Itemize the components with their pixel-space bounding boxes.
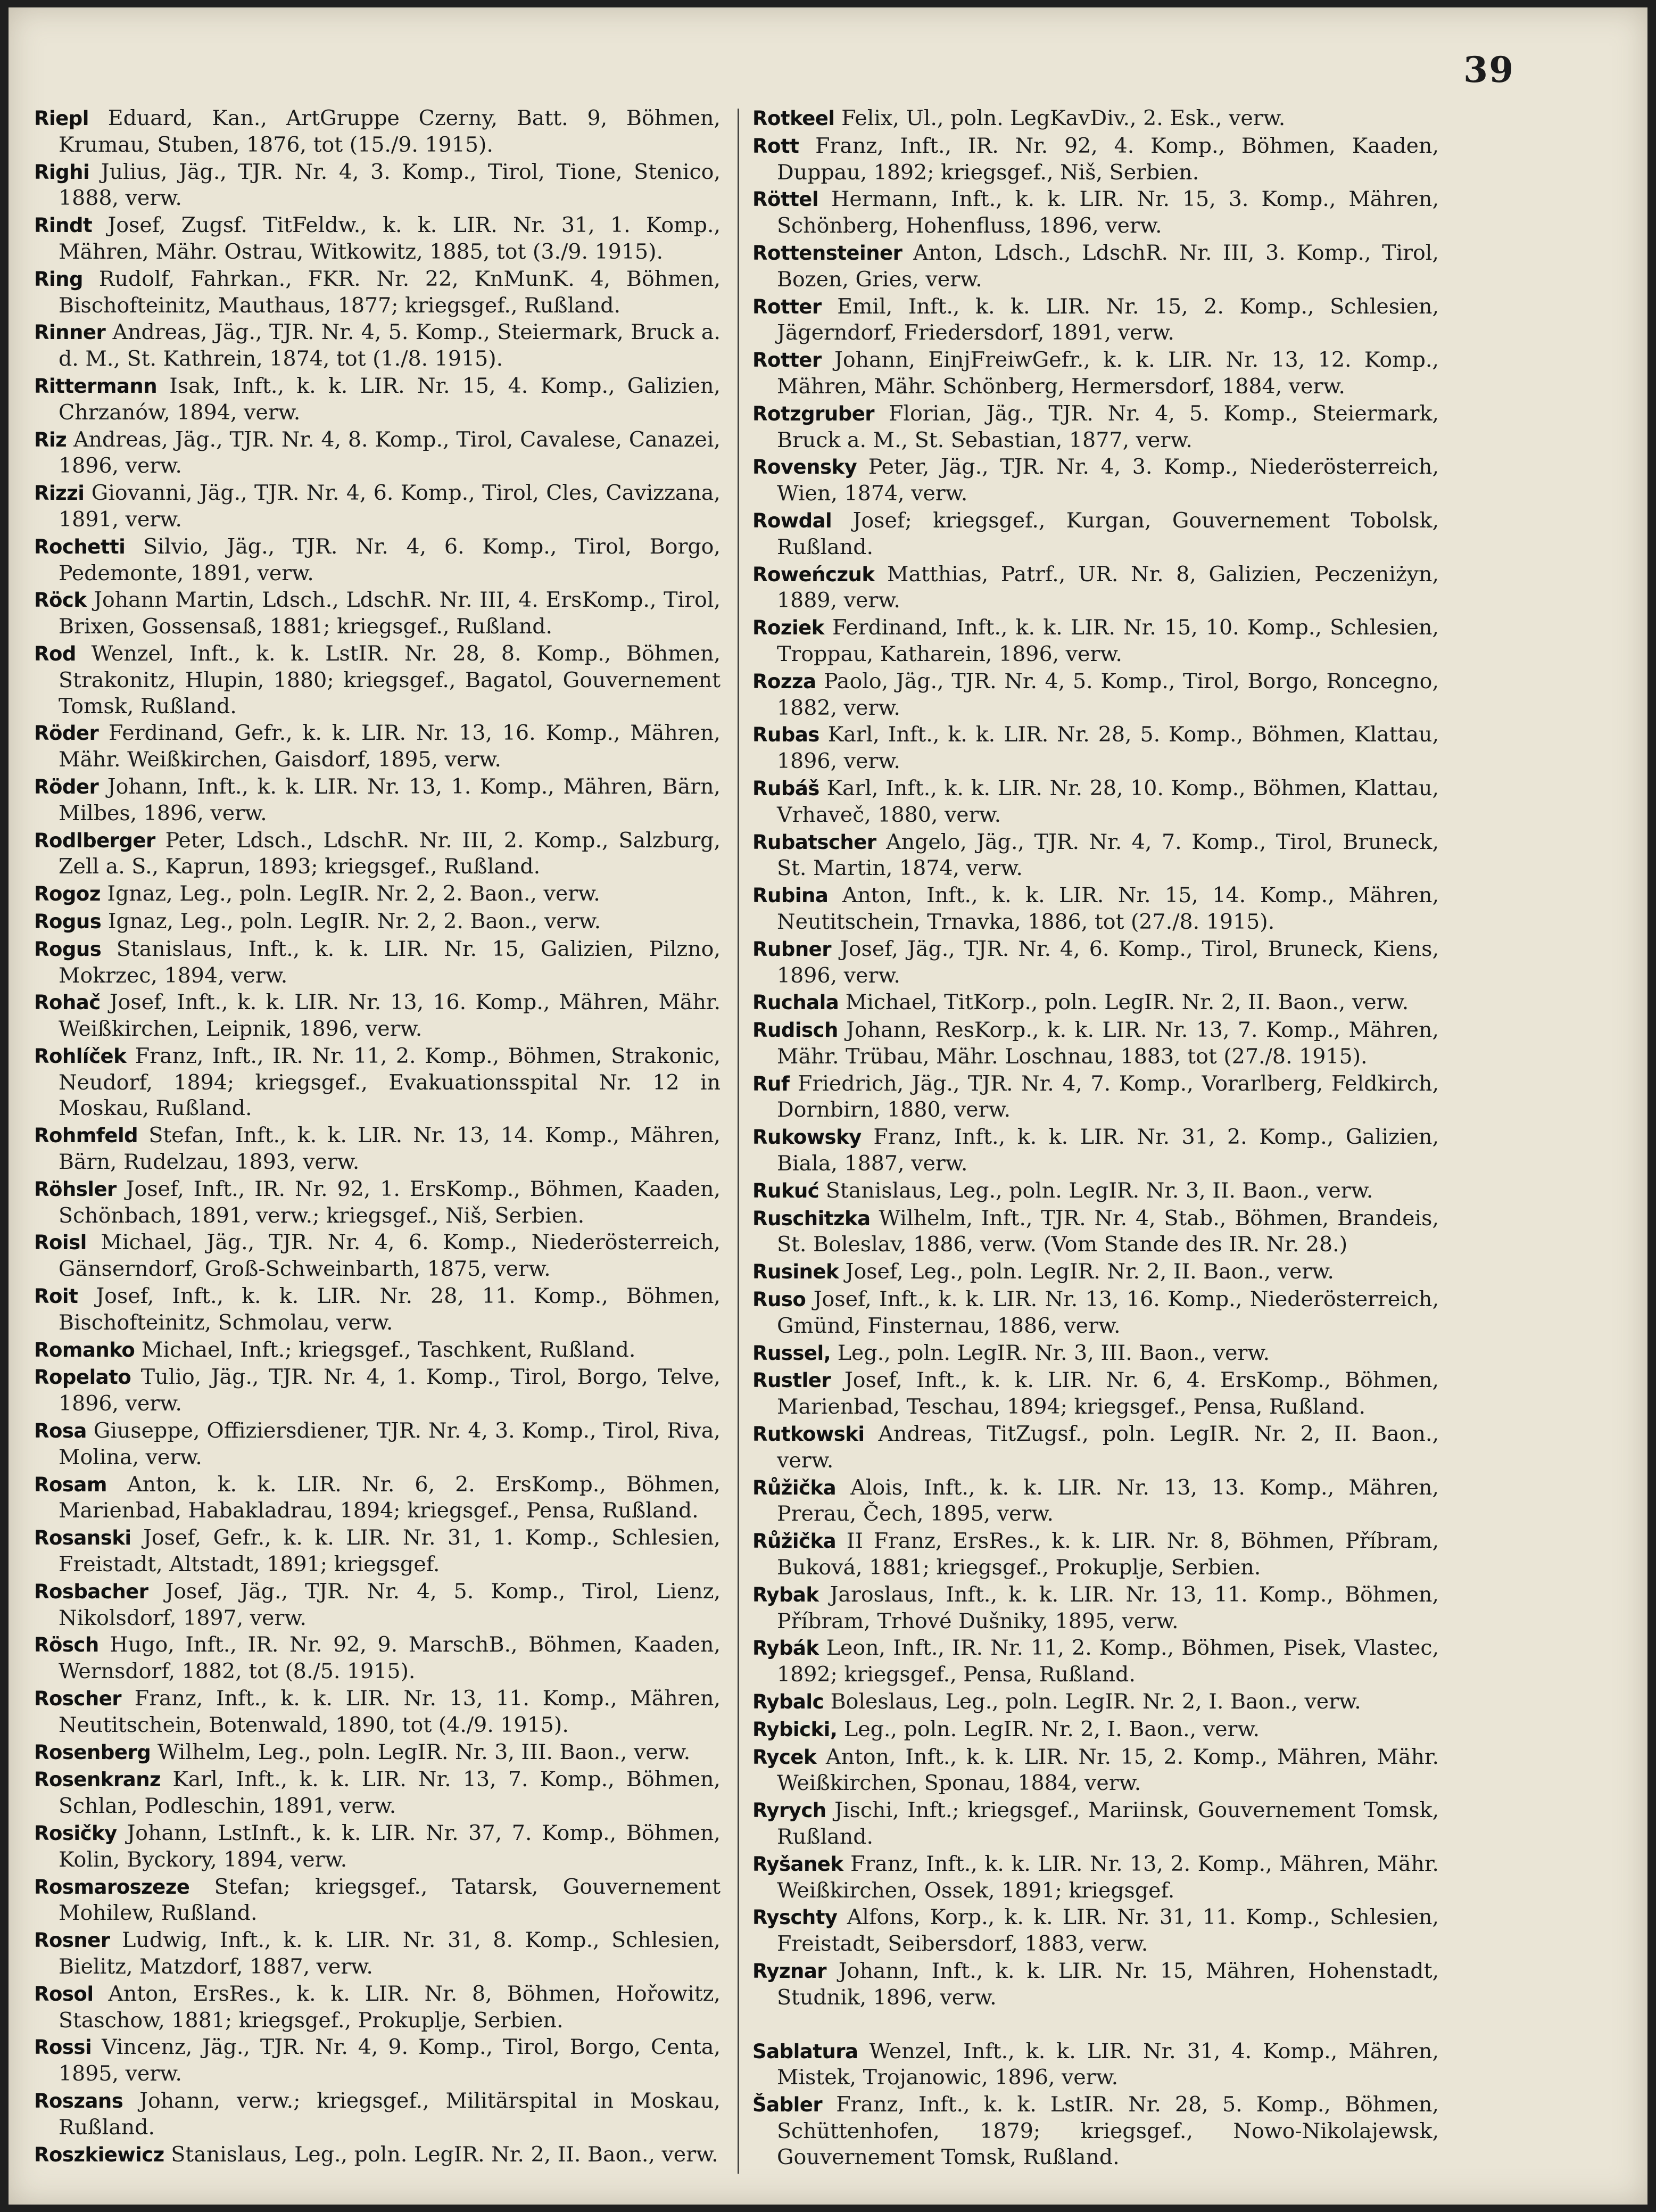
entry-details: Anton, Inft., k. k. LIR. Nr. 15, 14. Komp., Mähren, Neutitschein, Trnavka, 1886, tot (27./8. 1915). bbox=[777, 883, 1439, 934]
entry-surname: Rott bbox=[752, 134, 799, 158]
entry-surname: Rosbacher bbox=[34, 1580, 148, 1603]
register-entry bbox=[752, 1340, 1439, 1367]
entry-surname: Rozza bbox=[752, 670, 816, 693]
register-entry bbox=[34, 1122, 721, 1175]
entry-surname: Šabler bbox=[752, 2093, 823, 2117]
register-entry bbox=[752, 1635, 1439, 1688]
entry-details: Silvio, Jäg., TJR. Nr. 4, 6. Komp., Tirol, Borgo, Pedemonte, 1891, verw. bbox=[59, 534, 721, 585]
register-entry bbox=[34, 1767, 721, 1819]
register-entry bbox=[34, 266, 721, 319]
entry-details: Peter, Ldsch., LdschR. Nr. III, 2. Komp., Salzburg, Zell a. S., Kaprun, 1893; kriegsgef., Rußland. bbox=[59, 828, 721, 879]
entry-surname: Rusinek bbox=[752, 1260, 839, 1284]
entry-surname: Ruso bbox=[752, 1288, 806, 1311]
register-entry bbox=[34, 427, 721, 480]
entry-surname: Ruf bbox=[752, 1072, 790, 1095]
entry-surname: Röhsler bbox=[34, 1177, 117, 1201]
entry-details: Michael, Jäg., TJR. Nr. 4, 6. Komp., Niederösterreich, Gänserndorf, Groß-Schweinbarth, 1875, verw. bbox=[59, 1230, 721, 1282]
register-entry bbox=[34, 989, 721, 1042]
entry-details: Julius, Jäg., TJR. Nr. 4, 3. Komp., Tirol, Tione, Stenico, 1888, verw. bbox=[59, 159, 721, 211]
entry-surname: Rosičky bbox=[34, 1822, 117, 1845]
entry-surname: Rukowsky bbox=[752, 1126, 862, 1149]
entry-details: Josef, Inft., k. k. LIR. Nr. 28, 11. Komp., Böhmen, Bischofteinitz, Schmolau, verw. bbox=[59, 1284, 721, 1335]
entry-details: Leg., poln. LegIR. Nr. 2, I. Baon., verw. bbox=[843, 1716, 1260, 1741]
entry-surname: Rinner bbox=[34, 321, 106, 344]
entry-surname: Roszans bbox=[34, 2089, 123, 2112]
entry-details: Anton, Inft., k. k. LIR. Nr. 15, 2. Komp., Mähren, Mähr. Weißkirchen, Sponau, 1884, verw. bbox=[777, 1744, 1439, 1796]
entry-surname: Roziek bbox=[752, 616, 824, 640]
entry-details: Florian, Jäg., TJR. Nr. 4, 5. Komp., Steiermark, Bruck a. M., St. Sebastian, 1877, verw. bbox=[777, 401, 1439, 452]
entry-surname: Rohlíček bbox=[34, 1044, 127, 1068]
register-entry bbox=[34, 1525, 721, 1578]
entry-surname: Ryschty bbox=[752, 1906, 838, 1929]
register-entry bbox=[34, 105, 721, 158]
entry-surname: Rohač bbox=[34, 991, 101, 1014]
register-entry bbox=[34, 774, 721, 827]
register-entry bbox=[34, 319, 721, 372]
entry-details: Karl, Inft., k. k. LIR. Nr. 13, 7. Komp., Böhmen, Schlan, Podleschin, 1891, verw. bbox=[59, 1767, 721, 1819]
entry-surname: Röder bbox=[34, 775, 99, 798]
register-entry bbox=[752, 989, 1439, 1016]
register-entry bbox=[34, 1981, 721, 2034]
entry-details: Johann Martin, Ldsch., LdschR. Nr. III, 4. ErsKomp., Tirol, Brixen, Gossensaß, 1881; kriegsgef., Rußland. bbox=[59, 588, 721, 639]
left-column bbox=[34, 105, 721, 2169]
entry-surname: Röder bbox=[34, 722, 99, 745]
entry-details: Ferdinand, Gefr., k. k. LIR. Nr. 13, 16. Komp., Mähren, Mähr. Weißkirchen, Gaisdorf, 1895, verw. bbox=[59, 721, 721, 772]
entry-details: Wenzel, Inft., k. k. LstIR. Nr. 28, 8. Komp., Böhmen, Strakonitz, Hlupin, 1880; kriegsgef., Bagatol, Gouvernement Tomsk, Rußland. bbox=[59, 641, 721, 719]
entry-surname: Rycek bbox=[752, 1745, 817, 1769]
register-entry bbox=[752, 615, 1439, 667]
right-column bbox=[752, 105, 1439, 2172]
entry-surname: Sablatura bbox=[752, 2040, 858, 2063]
register-entry bbox=[34, 1927, 721, 1980]
register-entry bbox=[752, 186, 1439, 239]
entry-details: Andreas, Jäg., TJR. Nr. 4, 5. Komp., Steiermark, Bruck a. d. M., St. Kathrein, 1874, tot (1./8. 1915). bbox=[59, 320, 721, 372]
entry-details: Josef, Inft., k. k. LIR. Nr. 13, 16. Komp., Niederösterreich, Gmünd, Finsternau, 1886, verw. bbox=[777, 1287, 1439, 1338]
register-entry bbox=[34, 373, 721, 426]
register-entry bbox=[752, 133, 1439, 186]
register-entry bbox=[752, 1286, 1439, 1339]
entry-details: Friedrich, Jäg., TJR. Nr. 4, 7. Komp., Vorarlberg, Feldkirch, Dornbirn, 1880, verw. bbox=[777, 1071, 1439, 1122]
register-entry bbox=[752, 1421, 1439, 1474]
register-entry bbox=[752, 1259, 1439, 1285]
entry-details: Josef; kriegsgef., Kurgan, Gouvernement Tobolsk, Rußland. bbox=[777, 508, 1439, 559]
entry-surname: Rubina bbox=[752, 884, 829, 907]
entry-surname: Rossi bbox=[34, 2036, 92, 2059]
entry-details: Josef, Leg., poln. LegIR. Nr. 2, II. Baon., verw. bbox=[845, 1259, 1334, 1284]
register-entry bbox=[752, 1582, 1439, 1635]
entry-surname: Rosenkranz bbox=[34, 1768, 161, 1792]
entry-surname: Riz bbox=[34, 428, 67, 451]
entry-surname: Rittermann bbox=[34, 374, 158, 398]
entry-surname: Rubner bbox=[752, 937, 831, 961]
register-entry bbox=[34, 641, 721, 719]
register-entry bbox=[752, 775, 1439, 828]
register-entry bbox=[34, 1337, 721, 1364]
register-entry bbox=[34, 936, 721, 989]
entry-details: Franz, Inft., IR. Nr. 11, 2. Komp., Böhmen, Strakonic, Neudorf, 1894; kriegsgef., Evakuationsspital Nr. 12 in Moskau, Rußland. bbox=[59, 1043, 721, 1121]
entry-details: Jaroslaus, Inft., k. k. LIR. Nr. 13, 11. Komp., Böhmen, Příbram, Trhové Dušniky, 1895, verw. bbox=[777, 1582, 1439, 1633]
register-entry bbox=[752, 936, 1439, 989]
register-entry bbox=[752, 1528, 1439, 1581]
entry-details: Anton, Ldsch., LdschR. Nr. III, 3. Komp., Tirol, Bozen, Gries, verw. bbox=[777, 240, 1439, 292]
entry-details: Anton, ErsRes., k. k. LIR. Nr. 8, Böhmen, Hořowitz, Staschow, 1881; kriegsgef., Prokuplje, Serbien. bbox=[59, 1981, 721, 2033]
entry-details: Matthias, Patrf., UR. Nr. 8, Galizien, Peczeniżyn, 1889, verw. bbox=[777, 562, 1439, 613]
entry-surname: Riepl bbox=[34, 107, 89, 130]
entry-details: Stanislaus, Leg., poln. LegIR. Nr. 2, II. Baon., verw. bbox=[171, 2142, 718, 2167]
entry-surname: Rosenberg bbox=[34, 1740, 151, 1764]
entry-details: Ignaz, Leg., poln. LegIR. Nr. 2, 2. Baon., verw. bbox=[107, 881, 600, 906]
entry-details: Emil, Inft., k. k. LIR. Nr. 15, 2. Komp., Schlesien, Jägerndorf, Friedersdorf, 1891, verw. bbox=[777, 294, 1439, 345]
entry-details: Boleslaus, Leg., poln. LegIR. Nr. 2, I. Baon., verw. bbox=[830, 1689, 1361, 1714]
entry-details: Josef, Zugsf. TitFeldw., k. k. LIR. Nr. 31, 1. Komp., Mähren, Mähr. Ostrau, Witkowitz, 1885, tot (3./9. 1915). bbox=[59, 213, 721, 264]
entry-details: Johann, verw.; kriegsgef., Militärspital in Moskau, Rußland. bbox=[59, 2088, 721, 2140]
register-entry bbox=[752, 1071, 1439, 1124]
entry-details: Stefan, Inft., k. k. LIR. Nr. 13, 14. Komp., Mähren, Bärn, Rudelzau, 1893, verw. bbox=[59, 1123, 721, 1175]
entry-details: Alfons, Korp., k. k. LIR. Nr. 31, 11. Komp., Schlesien, Freistadt, Seibersdorf, 1883, verw. bbox=[777, 1905, 1439, 1957]
entry-surname: Rohmfeld bbox=[34, 1124, 138, 1148]
entry-details: Franz, Inft., k. k. LIR. Nr. 31, 2. Komp., Galizien, Biala, 1887, verw. bbox=[777, 1125, 1439, 1176]
entry-details: Franz, Inft., k. k. LIR. Nr. 13, 11. Komp., Mähren, Neutitschein, Botenwald, 1890, tot (4./9. 1915). bbox=[59, 1686, 721, 1737]
register-entry bbox=[34, 480, 721, 533]
entry-details: Alois, Inft., k. k. LIR. Nr. 13, 13. Komp., Mähren, Prerau, Čech, 1895, verw. bbox=[777, 1475, 1439, 1526]
register-entry bbox=[752, 882, 1439, 935]
entry-surname: Rod bbox=[34, 642, 76, 665]
entry-surname: Ryšanek bbox=[752, 1852, 843, 1876]
entry-surname: Ruchala bbox=[752, 991, 839, 1014]
register-entry bbox=[752, 2038, 1439, 2091]
entry-surname: Rottensteiner bbox=[752, 241, 902, 265]
register-entry bbox=[752, 454, 1439, 507]
register-entry bbox=[752, 294, 1439, 346]
entry-details: Franz, Inft., k. k. LIR. Nr. 13, 2. Komp., Mähren, Mähr. Weißkirchen, Ossek, 1891; kriegsgef. bbox=[777, 1851, 1439, 1903]
register-entry bbox=[34, 1364, 721, 1417]
entry-details: Wenzel, Inft., k. k. LIR. Nr. 31, 4. Komp., Mähren, Mistek, Trojanowic, 1896, verw. bbox=[777, 2038, 1439, 2090]
entry-surname: Roweńczuk bbox=[752, 563, 875, 586]
entry-details: Leon, Inft., IR. Nr. 11, 2. Komp., Böhmen, Pisek, Vlastec, 1892; kriegsgef., Pensa, Rußland. bbox=[777, 1636, 1439, 1687]
register-entry bbox=[752, 562, 1439, 614]
entry-surname: Rustler bbox=[752, 1369, 831, 1392]
entry-details: Rudolf, Fahrkan., FKR. Nr. 22, KnMunK. 4, Böhmen, Bischofteinitz, Mauthaus, 1877; kriegsgef., Rußland. bbox=[59, 266, 721, 318]
entry-details: Eduard, Kan., ArtGruppe Czerny, Batt. 9, Böhmen, Krumau, Stuben, 1876, tot (15./9. 1915). bbox=[59, 106, 721, 157]
entry-details: Franz, Inft., k. k. LstIR. Nr. 28, 5. Komp., Böhmen, Schüttenhofen, 1879; kriegsgef., Nowo-Nikolajewsk, Gouvernement Tomsk, Rußland. bbox=[777, 2092, 1439, 2169]
register-entry bbox=[752, 2092, 1439, 2170]
entry-details: Andreas, TitZugsf., poln. LegIR. Nr. 2, II. Baon., verw. bbox=[777, 1422, 1439, 1473]
register-entry bbox=[752, 1367, 1439, 1420]
entry-surname: Rosmaroszeze bbox=[34, 1875, 190, 1899]
entry-details: Hermann, Inft., k. k. LIR. Nr. 15, 3. Komp., Mähren, Schönberg, Hohenfluss, 1896, verw. bbox=[777, 187, 1439, 238]
entry-surname: Roszkiewicz bbox=[34, 2143, 164, 2166]
register-entry bbox=[752, 1958, 1439, 2011]
register-entry bbox=[34, 1472, 721, 1524]
entry-details: Johann, Inft., k. k. LIR. Nr. 15, Mähren, Hohenstadt, Studnik, 1896, verw. bbox=[777, 1958, 1439, 2010]
register-entry bbox=[34, 909, 721, 935]
entry-surname: Rudisch bbox=[752, 1019, 838, 1042]
register-entry bbox=[34, 159, 721, 212]
entry-details: Stefan; kriegsgef., Tatarsk, Gouvernement Mohilew, Rußland. bbox=[59, 1874, 721, 1926]
column-divider bbox=[738, 109, 739, 2174]
entry-details: Michael, Inft.; kriegsgef., Taschkent, Rußland. bbox=[141, 1337, 636, 1362]
register-entry bbox=[752, 1475, 1439, 1528]
entry-surname: Righi bbox=[34, 160, 90, 184]
entry-surname: Růžička bbox=[752, 1476, 837, 1499]
entry-surname: Roit bbox=[34, 1285, 78, 1308]
entry-surname: Rubáš bbox=[752, 777, 819, 800]
entry-details: Giuseppe, Offiziersdiener, TJR. Nr. 4, 3. Komp., Tirol, Riva, Molina, verw. bbox=[59, 1418, 721, 1470]
entry-surname: Rosanski bbox=[34, 1526, 131, 1550]
entry-surname: Rogoz bbox=[34, 882, 101, 906]
register-entry bbox=[34, 1579, 721, 1631]
entry-details: Paolo, Jäg., TJR. Nr. 4, 5. Komp., Tirol, Borgo, Roncegno, 1882, verw. bbox=[777, 668, 1439, 720]
register-entry bbox=[34, 881, 721, 907]
entry-details: Angelo, Jäg., TJR. Nr. 4, 7. Komp., Tirol, Bruneck, St. Martin, 1874, verw. bbox=[777, 829, 1439, 881]
entry-details: Johann, Inft., k. k. LIR. Nr. 13, 1. Komp., Mähren, Bärn, Milbes, 1896, verw. bbox=[59, 774, 721, 826]
entry-details: Jischi, Inft.; kriegsgef., Mariinsk, Gouvernement Tomsk, Rußland. bbox=[777, 1798, 1439, 1849]
entry-surname: Rösch bbox=[34, 1633, 99, 1657]
entry-surname: Rutkowski bbox=[752, 1423, 865, 1446]
entry-surname: Rotter bbox=[752, 349, 822, 372]
register-entry bbox=[34, 534, 721, 587]
entry-details: Michael, TitKorp., poln. LegIR. Nr. 2, II. Baon., verw. bbox=[845, 990, 1409, 1015]
register-entry bbox=[752, 347, 1439, 400]
entry-surname: Rosol bbox=[34, 1982, 94, 2005]
entry-surname: Rosam bbox=[34, 1473, 107, 1496]
entry-details: Johann, EinjFreiwGefr., k. k. LIR. Nr. 13, 12. Komp., Mähren, Mähr. Schönberg, Hermersdorf, 1884, verw. bbox=[777, 348, 1439, 399]
entry-surname: Rodlberger bbox=[34, 829, 155, 852]
register-entry bbox=[34, 212, 721, 265]
entry-details: Stanislaus, Inft., k. k. LIR. Nr. 15, Galizien, Pilzno, Mokrzec, 1894, verw. bbox=[59, 936, 721, 988]
entry-surname: Röck bbox=[34, 589, 87, 612]
document-page bbox=[9, 7, 1647, 2205]
register-entry bbox=[34, 1632, 721, 1685]
entry-surname: Rosner bbox=[34, 1929, 110, 1952]
register-entry bbox=[752, 508, 1439, 560]
entry-surname: Rochetti bbox=[34, 535, 126, 558]
register-entry bbox=[752, 1716, 1439, 1743]
register-entry bbox=[752, 1744, 1439, 1797]
entry-surname: Ropelato bbox=[34, 1366, 131, 1389]
entry-details: Josef, Jäg., TJR. Nr. 4, 6. Komp., Tirol, Bruneck, Kiens, 1896, verw. bbox=[777, 936, 1439, 988]
register-entry bbox=[752, 1689, 1439, 1715]
entry-surname: Ring bbox=[34, 267, 83, 291]
entry-details: Vincenz, Jäg., TJR. Nr. 4, 9. Komp., Tirol, Borgo, Centa, 1895, verw. bbox=[59, 2035, 721, 2086]
entry-details: Josef, Gefr., k. k. LIR. Nr. 31, 1. Komp., Schlesien, Freistadt, Altstadt, 1891; kriegsgef. bbox=[59, 1525, 721, 1577]
entry-surname: Russel, bbox=[752, 1341, 831, 1365]
entry-surname: Rybak bbox=[752, 1583, 819, 1606]
entry-surname: Rindt bbox=[34, 214, 93, 237]
entry-surname: Rotter bbox=[752, 295, 822, 318]
entry-details: Hugo, Inft., IR. Nr. 92, 9. MarschB., Böhmen, Kaaden, Wernsdorf, 1882, tot (8./5. 1915). bbox=[59, 1632, 721, 1684]
register-entry bbox=[752, 1124, 1439, 1177]
register-entry bbox=[752, 1904, 1439, 1957]
register-entry bbox=[752, 668, 1439, 721]
entry-details: Ludwig, Inft., k. k. LIR. Nr. 31, 8. Komp., Schlesien, Bielitz, Matzdorf, 1887, verw. bbox=[59, 1928, 721, 1979]
register-entry bbox=[752, 401, 1439, 453]
register-entry bbox=[34, 720, 721, 773]
register-entry bbox=[34, 1820, 721, 1873]
entry-details: Ignaz, Leg., poln. LegIR. Nr. 2, 2. Baon., verw. bbox=[107, 909, 601, 934]
entry-details: Johann, ResKorp., k. k. LIR. Nr. 13, 7. Komp., Mähren, Mähr. Trübau, Mähr. Loschnau, 1883, tot (27./8. 1915). bbox=[777, 1018, 1439, 1069]
entry-surname: Rotzgruber bbox=[752, 402, 875, 425]
entry-surname: Rovensky bbox=[752, 456, 857, 479]
entry-details: Wilhelm, Leg., poln. LegIR. Nr. 3, III. Baon., verw. bbox=[157, 1739, 691, 1764]
register-entry bbox=[34, 1739, 721, 1766]
entry-surname: Rogus bbox=[34, 937, 102, 961]
entry-details: Josef, Inft., k. k. LIR. Nr. 6, 4. ErsKomp., Böhmen, Marienbad, Teschau, 1894; kriegsgef., Pensa, Rußland. bbox=[777, 1368, 1439, 1419]
register-entry bbox=[752, 1017, 1439, 1070]
register-entry bbox=[34, 587, 721, 640]
entry-details: Andreas, Jäg., TJR. Nr. 4, 8. Komp., Tirol, Cavalese, Canazei, 1896, verw. bbox=[59, 427, 721, 478]
register-entry bbox=[752, 829, 1439, 882]
entry-surname: Rotkeel bbox=[752, 107, 835, 130]
entry-details: Isak, Inft., k. k. LIR. Nr. 15, 4. Komp., Galizien, Chrzanów, 1894, verw. bbox=[59, 373, 721, 425]
entry-surname: Romanko bbox=[34, 1338, 135, 1361]
entry-details: Karl, Inft., k. k. LIR. Nr. 28, 5. Komp., Böhmen, Klattau, 1896, verw. bbox=[777, 722, 1439, 774]
entry-details: II Franz, ErsRes., k. k. LIR. Nr. 8, Böhmen, Příbram, Buková, 1881; kriegsgef., Prokuplje, Serbien. bbox=[777, 1529, 1439, 1580]
register-entry bbox=[34, 1229, 721, 1282]
register-entry bbox=[752, 1851, 1439, 1904]
entry-surname: Rogus bbox=[34, 910, 102, 933]
page-number: 39 bbox=[1463, 49, 1514, 90]
register-entry bbox=[34, 2088, 721, 2141]
entry-surname: Roisl bbox=[34, 1231, 87, 1254]
entry-details: Leg., poln. LegIR. Nr. 3, III. Baon., verw. bbox=[837, 1340, 1270, 1365]
register-entry bbox=[34, 828, 721, 880]
register-entry bbox=[34, 1874, 721, 1927]
entry-details: Peter, Jäg., TJR. Nr. 4, 3. Komp., Niederösterreich, Wien, 1874, verw. bbox=[777, 455, 1439, 506]
entry-details: Stanislaus, Leg., poln. LegIR. Nr. 3, II. Baon., verw. bbox=[825, 1178, 1373, 1203]
register-entry bbox=[752, 240, 1439, 293]
entry-surname: Růžička bbox=[752, 1530, 837, 1553]
register-entry bbox=[34, 2142, 721, 2168]
entry-details: Johann, LstInft., k. k. LIR. Nr. 37, 7. Komp., Böhmen, Kolin, Byckory, 1894, verw. bbox=[59, 1821, 721, 1872]
register-entry bbox=[752, 105, 1439, 132]
register-entry bbox=[752, 1206, 1439, 1258]
entry-details: Franz, Inft., IR. Nr. 92, 4. Komp., Böhmen, Kaaden, Duppau, 1892; kriegsgef., Niš, Serbien. bbox=[777, 133, 1439, 185]
register-entry bbox=[34, 1686, 721, 1738]
entry-surname: Ryznar bbox=[752, 1959, 827, 1983]
entry-details: Felix, Ul., poln. LegKavDiv., 2. Esk., verw. bbox=[841, 106, 1286, 130]
entry-surname: Rybalc bbox=[752, 1690, 824, 1714]
register-entry bbox=[34, 2034, 721, 2087]
register-entry bbox=[34, 1283, 721, 1336]
entry-surname: Rubas bbox=[752, 723, 819, 747]
entry-surname: Rukuć bbox=[752, 1179, 819, 1202]
register-entry bbox=[752, 1797, 1439, 1850]
entry-surname: Ruschitzka bbox=[752, 1207, 871, 1230]
register-entry bbox=[34, 1176, 721, 1229]
entry-surname: Rubatscher bbox=[752, 830, 876, 854]
entry-surname: Ryrych bbox=[752, 1799, 826, 1822]
entry-surname: Rosa bbox=[34, 1419, 87, 1443]
entry-details: Josef, Inft., IR. Nr. 92, 1. ErsKomp., Böhmen, Kaaden, Schönbach, 1891, verw.; kriegsgef., Niš, Serbien. bbox=[59, 1176, 721, 1228]
entry-details: Karl, Inft., k. k. LIR. Nr. 28, 10. Komp., Böhmen, Klattau, Vrhaveč, 1880, verw. bbox=[777, 775, 1439, 827]
entry-details: Anton, k. k. LIR. Nr. 6, 2. ErsKomp., Böhmen, Marienbad, Habakladrau, 1894; kriegsgef., Pensa, Rußland. bbox=[59, 1472, 721, 1523]
entry-details: Wilhelm, Inft., TJR. Nr. 4, Stab., Böhmen, Brandeis, St. Boleslav, 1886, verw. (Vom Stande des IR. Nr. 28.) bbox=[777, 1206, 1439, 1257]
entry-surname: Rowdal bbox=[752, 509, 832, 532]
entry-surname: Rizzi bbox=[34, 482, 85, 505]
entry-surname: Röttel bbox=[752, 188, 819, 211]
register-entry bbox=[34, 1418, 721, 1471]
entry-details: Giovanni, Jäg., TJR. Nr. 4, 6. Komp., Tirol, Cles, Cavizzana, 1891, verw. bbox=[59, 481, 721, 532]
register-entry bbox=[752, 1178, 1439, 1204]
entry-details: Josef, Inft., k. k. LIR. Nr. 13, 16. Komp., Mähren, Mähr. Weißkirchen, Leipnik, 1896, verw. bbox=[59, 990, 721, 1042]
entry-surname: Rybicki, bbox=[752, 1718, 838, 1741]
register-entry bbox=[752, 722, 1439, 774]
entry-details: Tulio, Jäg., TJR. Nr. 4, 1. Komp., Tirol, Borgo, Telve, 1896, verw. bbox=[59, 1365, 721, 1416]
entry-details: Josef, Jäg., TJR. Nr. 4, 5. Komp., Tirol, Lienz, Nikolsdorf, 1897, verw. bbox=[59, 1579, 721, 1630]
entry-surname: Rybák bbox=[752, 1637, 819, 1660]
register-entry bbox=[34, 1043, 721, 1121]
entry-surname: Roscher bbox=[34, 1687, 122, 1711]
entry-details: Ferdinand, Inft., k. k. LIR. Nr. 15, 10. Komp., Schlesien, Troppau, Katharein, 1896, verw. bbox=[777, 615, 1439, 666]
